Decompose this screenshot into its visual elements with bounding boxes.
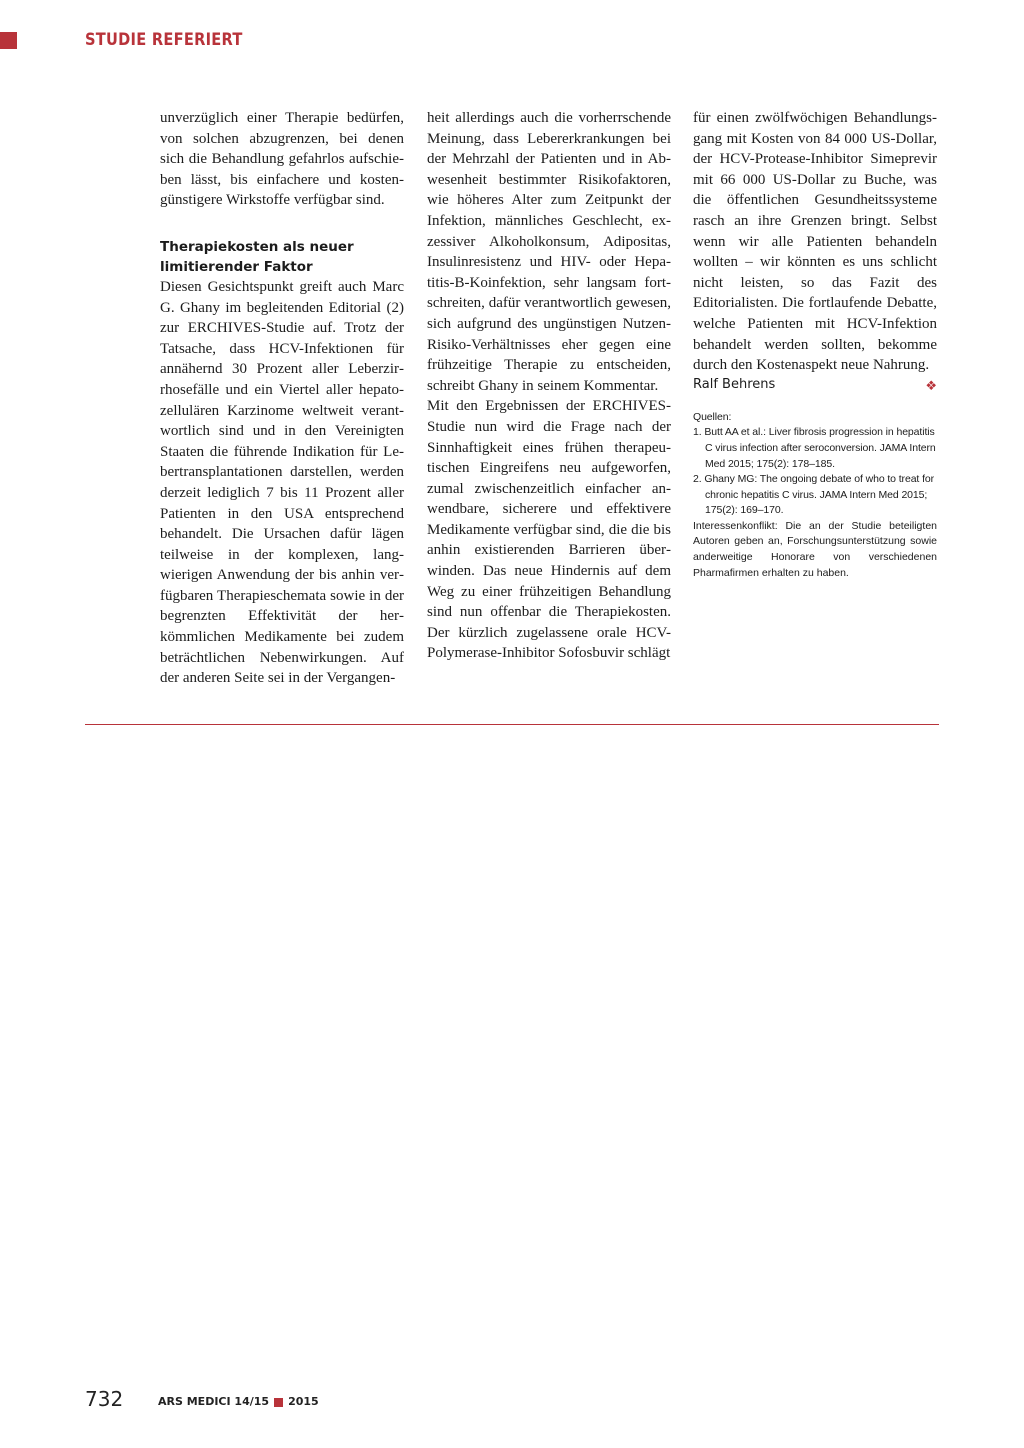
page-number: 732 <box>85 1387 124 1411</box>
paragraph: unverzüglich einer Therapie bedürfen, von solchen abzugrenzen, bei denen sich die Behandlung gefahrlos aufschieben lässt, bis einfachere und kostengünstigere Wirkstoffe verfügbar sind. <box>160 110 404 209</box>
section-divider <box>85 724 939 725</box>
journal-year: 2015 <box>288 1395 319 1408</box>
author-name: Ralf Behrens <box>693 376 776 392</box>
section-title: STUDIE REFERIERT <box>85 30 243 50</box>
end-of-article-icon: ❖ <box>925 377 937 393</box>
paragraph-text: für einen zwölfwöchigen Behandlungsgang mit Kosten von 84 000 US-Dollar, der HCV-Protease-Inhibitor Simeprevir mit 66 000 US-Dollar zu Buche, was die öffentlichen Gesundheitssysteme rasch an ihre Grenzen bringt. Selbst wenn wir alle Patienten behandeln wollten – wir könnten es uns schlicht nicht leisten, so das Fazit des Editorialisten. Die fortlaufende Debatte, welche Patienten mit HCV-Infektion behandelt werden sollten, bekomme durch den Kostenaspekt neue Nahrung. <box>693 110 937 374</box>
paragraph: Mit den Ergebnissen der ERCHIVES-Studie nun wird die Frage nach der Sinnhaftigkeit eines frühen therapeutischen Eingreifens neu aufgeworfen, zumal zwischenzeitlich einfacher anwendbare, sicherere und effektivere Medikamente verfügbar sind, die die bis anhin existierenden Barrieren überwinden. Das neue Hindernis auf dem Weg zu einer frühzeitigen Behandlung sind nun offenbar die Therapiekosten. Der kürzlich zugelassene orale HCV-Polymerase-Inhibitor Sofosbuvir schlägt <box>427 398 671 662</box>
conflict-of-interest: Interessenkonflikt: Die an der Studie beteiligten Autoren geben an, Forschungsunterstützung sowie anderweitige Honorare von verschiedenen Pharmafirmen erhalten zu haben. <box>693 519 937 579</box>
journal-name: ARS MEDICI 14/15 <box>158 1395 270 1408</box>
paragraph: Diesen Gesichtspunkt greift auch Marc G. Ghany im begleitenden Editorial (2) zur ERCHIVES-Studie auf. Trotz der Tatsache, dass HCV-Infektionen für annähernd 30 Prozent aller Leberzirrhosefälle und ein Viertel aller hepatozellulären Karzinome weltweit verantwortlich sind und in den Vereinigten Staaten die führende Indikation für Lebertransplantationen darstellen, werden derzeit lediglich 7 bis 11 Prozent aller Patienten in den USA entsprechend behandelt. Die Ursachen dafür lägen teilweise in der komplexen, langwierigen Anwendung der bis anhin verfügbaren Therapieschemata sowie in der begrenzten Effektivität der herkömmlichen Medikamente bei zudem beträchtlichen Nebenwirkungen. Auf der anderen Seite sei in der Vergangen- <box>160 278 404 687</box>
footer-square-icon <box>274 1398 283 1407</box>
references-title: Quellen: <box>693 410 732 423</box>
text-column-2 <box>427 108 671 664</box>
reference-item: 2. Ghany MG: The ongoing debate of who to treat for chronic hepatitis C virus. JAMA Intern Med 2015; 175(2): 169–170. <box>693 473 935 517</box>
paragraph: heit allerdings auch die vorherrschende Meinung, dass Lebererkrankungen bei der Mehrzahl der Patienten und in Abwesenheit bestimmter Risikofaktoren, wie höheres Alter zum Zeitpunkt der Infektion, männliches Geschlecht, exzessiver Alkoholkonsum, Adipositas, Insulinresistenz und HIV- oder Hepatitis-B-Koinfektion, sehr langsam fortschreiten, dafür verantwortlich gewesen, sich aufgrund des ungünstigen Nutzen-Risiko-Verhältnisses eher gegen eine frühzeitige Therapie zu entscheiden, schreibt Ghany in seinem Kommentar. <box>427 110 671 394</box>
reference-item: 1. Butt AA et al.: Liver fibrosis progression in hepatitis C virus infection after seroconversion. JAMA Intern Med 2015; 175(2): 178–185. <box>693 426 936 470</box>
text-column-3 <box>693 108 937 581</box>
text-column-1 <box>160 108 404 689</box>
section-color-marker <box>0 32 17 49</box>
subheading: Therapiekosten als neuer limitierender Faktor <box>160 238 354 275</box>
journal-footer <box>158 1394 319 1410</box>
references <box>693 410 937 519</box>
